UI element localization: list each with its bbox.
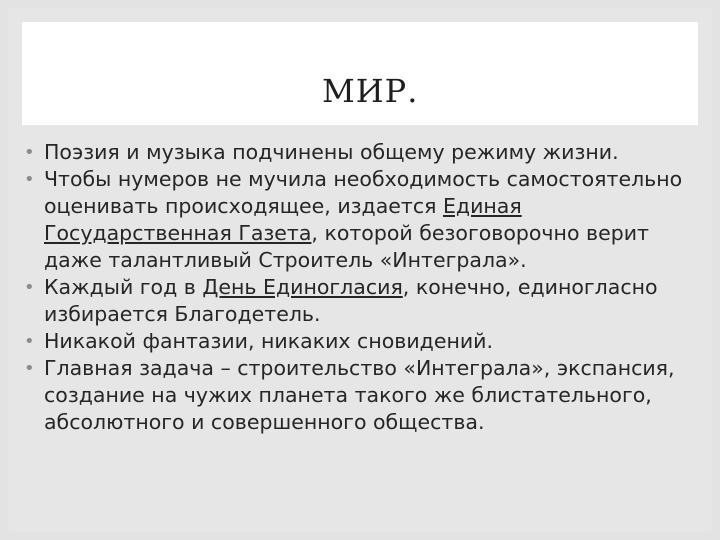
bullet-marker: • — [24, 277, 35, 298]
bullet-marker: • — [24, 142, 35, 163]
bullet-item — [24, 166, 700, 274]
bullet-text: Каждый год в — [44, 275, 203, 299]
underlined-term: День Единогласия — [202, 275, 403, 299]
bullet-item — [24, 355, 700, 436]
title-box — [22, 22, 698, 125]
bullet-text: Главная задача – строительство «Интеграла», экспансия, создание на чужих планета такого же блистательного, абсолютного и совершенного общества. — [44, 356, 675, 434]
underlined-term: Единая Государственная Газета — [44, 194, 522, 245]
slide-title: МИР. — [322, 72, 419, 110]
bullet-item — [24, 139, 700, 166]
bullet-text: , конечно, единогласно избирается Благодетель. — [44, 275, 658, 326]
bullet-text: Поэзия и музыка подчинены общему режиму жизни. — [44, 140, 619, 164]
bullet-item — [24, 328, 700, 355]
bullet-item — [24, 274, 700, 328]
bullet-text: Чтобы нумеров не мучила необходимость самостоятельно оценивать происходящее, издается — [44, 167, 683, 218]
bullet-text: Никакой фантазии, никаких сновидений. — [44, 329, 494, 353]
bullet-list — [24, 139, 700, 436]
bullet-marker: • — [24, 169, 35, 190]
bullet-marker: • — [24, 331, 35, 352]
bullet-text: , которой безоговорочно верит даже талантливый Строитель «Интеграла». — [44, 221, 649, 272]
bullet-marker: • — [24, 358, 35, 379]
